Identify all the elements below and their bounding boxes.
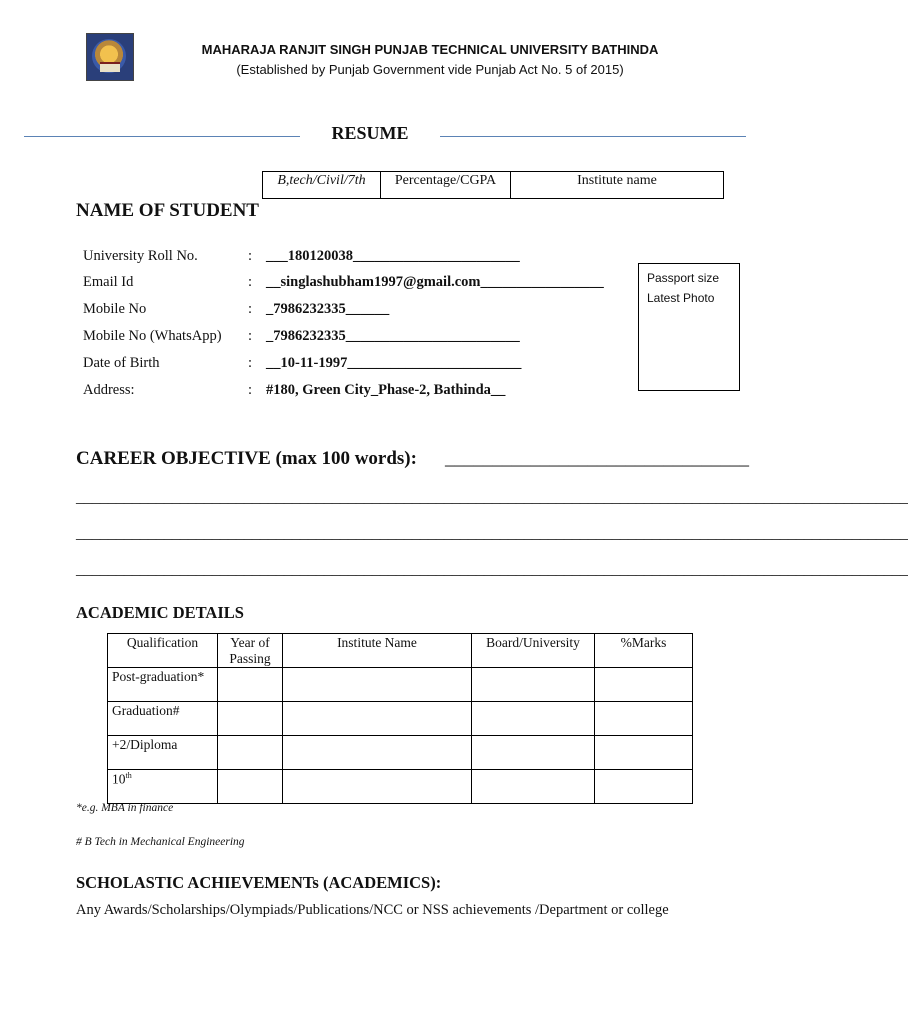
col-year: Year of Passing xyxy=(218,634,283,668)
row-qualification-sup: th xyxy=(125,771,132,780)
row-cell xyxy=(472,668,595,702)
table-header-row xyxy=(108,634,693,668)
row-cell xyxy=(472,702,595,736)
row-cell xyxy=(218,702,283,736)
row-cell xyxy=(218,770,283,804)
whatsapp-label: Mobile No (WhatsApp) xyxy=(83,328,222,344)
scholastic-text: Any Awards/Scholarships/Olympiads/Publications/NCC or NSS achievements /Department or college xyxy=(76,902,669,918)
institute-cell: Institute name xyxy=(577,173,657,188)
career-objective-blank: ________________________________ xyxy=(445,448,749,469)
row-qualification: +2/Diploma xyxy=(108,736,218,770)
university-logo xyxy=(86,33,134,81)
col-institute: Institute Name xyxy=(283,634,472,668)
row-cell xyxy=(218,736,283,770)
mobile-colon: : xyxy=(248,301,253,317)
career-objective-heading: CAREER OBJECTIVE (max 100 words): xyxy=(76,448,417,469)
program-cell: B,tech/Civil/7th xyxy=(263,172,381,198)
table-row xyxy=(108,770,693,804)
row-cell xyxy=(283,736,472,770)
dob-colon: : xyxy=(248,355,253,371)
address-label: Address: xyxy=(83,382,135,398)
page-title: RESUME xyxy=(300,123,440,144)
mobile-label: Mobile No xyxy=(83,301,147,317)
row-qualification: Graduation# xyxy=(108,702,218,736)
address-value: #180, Green City_Phase-2, Bathinda__ xyxy=(266,382,506,398)
email-value: __singlashubham1997@gmail.com_________________ xyxy=(266,274,604,290)
roll-no-value: ___180120038_______________________ xyxy=(266,248,520,264)
mobile-value: _7986232335______ xyxy=(266,301,390,317)
roll-no-colon: : xyxy=(248,248,253,264)
row-qualification: Post-graduation* xyxy=(108,668,218,702)
row-cell xyxy=(283,702,472,736)
dob-value: __10-11-1997________________________ xyxy=(266,355,522,371)
photo-label-line1: Passport size xyxy=(647,271,720,285)
row-cell xyxy=(472,770,595,804)
scholastic-heading: SCHOLASTIC ACHIEVEMENTs (ACADEMICS): xyxy=(76,873,442,892)
academic-note-2: # B Tech in Mechanical Engineering xyxy=(76,836,245,848)
row-cell xyxy=(472,736,595,770)
career-line-3: ________________________________________________________________________________________________________ xyxy=(76,561,908,578)
row-cell xyxy=(283,770,472,804)
photo-label-line2: Latest Photo xyxy=(647,291,715,305)
email-label: Email Id xyxy=(83,274,134,290)
row-cell xyxy=(595,736,693,770)
email-colon: : xyxy=(248,274,253,290)
dob-label: Date of Birth xyxy=(83,355,160,371)
row-cell xyxy=(595,668,693,702)
whatsapp-colon: : xyxy=(248,328,253,344)
row-qualification-text: 10 xyxy=(112,771,126,787)
col-marks: %Marks xyxy=(595,634,693,668)
career-line-2: ________________________________________________________________________________________________________ xyxy=(76,525,908,542)
row-cell xyxy=(218,668,283,702)
row-cell xyxy=(595,702,693,736)
photo-placeholder xyxy=(638,263,740,391)
table-row xyxy=(108,668,693,702)
student-name-heading: NAME OF STUDENT xyxy=(76,200,259,221)
program-info-table xyxy=(262,171,724,199)
whatsapp-value: _7986232335________________________ xyxy=(266,328,520,344)
academic-table xyxy=(107,633,693,804)
academic-note-1: *e.g. MBA in finance xyxy=(76,802,174,814)
row-cell xyxy=(283,668,472,702)
university-subtitle: (Established by Punjab Government vide Punjab Act No. 5 of 2015) xyxy=(236,62,624,77)
row-cell xyxy=(595,770,693,804)
row-qualification xyxy=(108,770,218,804)
career-line-1: ________________________________________________________________________________________________________ xyxy=(76,489,908,506)
academic-details-heading: ACADEMIC DETAILS xyxy=(76,603,244,622)
university-name: MAHARAJA RANJIT SINGH PUNJAB TECHNICAL UNIVERSITY BATHINDA xyxy=(201,42,659,57)
roll-no-label: University Roll No. xyxy=(83,248,198,264)
table-row xyxy=(108,702,693,736)
table-row xyxy=(108,736,693,770)
address-colon: : xyxy=(248,382,253,398)
col-qualification: Qualification xyxy=(108,634,218,668)
col-board: Board/University xyxy=(472,634,595,668)
percentage-cell: Percentage/CGPA xyxy=(381,172,511,198)
